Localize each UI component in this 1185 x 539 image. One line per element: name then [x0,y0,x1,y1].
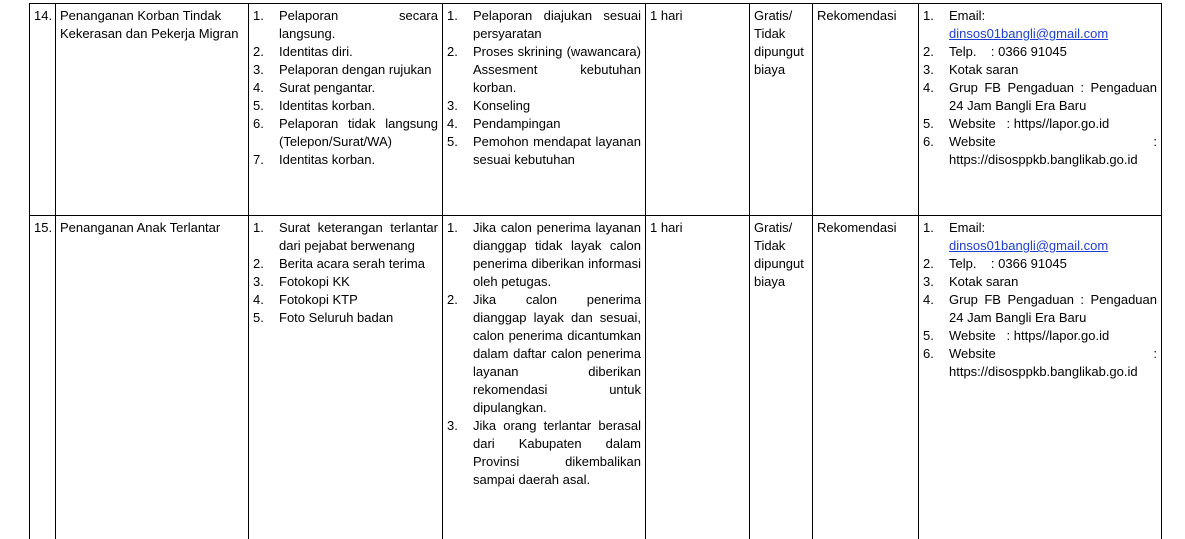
cost-cell: Gratis/ Tidak dipungut biaya [750,216,813,539]
list-item: 4. Surat pengantar. [253,79,438,97]
list-item: 3. Kotak saran [923,273,1157,291]
list-item: 6. Pelaporan tidak langsung (Telepon/Surat/WA) [253,115,438,151]
list-item: 1. Pelaporan diajukan sesuai persyaratan [447,7,641,43]
row-number: 14. [30,4,56,216]
list-item: 2. Proses skrining (wawancara) Assesment kebutuhan korban. [447,43,641,97]
email-label: Email: [949,220,985,235]
list-item: 3. Jika orang terlantar berasal dari Kabupaten dalam Provinsi dikembalikan sampai daerah asal. [447,417,641,489]
contact-list [923,219,1157,381]
list-item: 5. Pemohon mendapat layanan sesuai kebutuhan [447,133,641,169]
product-cell: Rekomendasi [813,4,919,216]
list-item: 5. Website : https//lapor.go.id [923,115,1157,133]
list-item: 1. Surat keterangan terlantar dari pejabat berwenang [253,219,438,255]
contact-list [923,7,1157,169]
procedure-list [447,7,641,169]
list-item: 1. Email: dinsos01bangli@gmail.com [923,7,1157,43]
list-item: 2. Telp. : 0366 91045 [923,43,1157,61]
list-item: 3. Kotak saran [923,61,1157,79]
list-item: 4. Pendampingan [447,115,641,133]
service-name: Penanganan Anak Terlantar [56,216,249,539]
contact-cell [919,4,1162,216]
requirements-cell [249,4,443,216]
list-item: 2. Telp. : 0366 91045 [923,255,1157,273]
list-item: 6. Website : https://disosppkb.banglikab.go.id [923,345,1157,381]
service-name: Penanganan Korban Tindak Kekerasan dan Pekerja Migran [56,4,249,216]
table-row [30,4,1162,216]
product-cell: Rekomendasi [813,216,919,539]
table-row [30,216,1162,539]
list-item: 3. Pelaporan dengan rujukan [253,61,438,79]
contact-cell [919,216,1162,539]
row-number: 15. [30,216,56,539]
list-item: 5. Identitas korban. [253,97,438,115]
list-item: 3. Konseling [447,97,641,115]
procedure-list [447,219,641,489]
time-cell: 1 hari [646,216,750,539]
time-cell: 1 hari [646,4,750,216]
list-item: 2. Jika calon penerima dianggap layak dan sesuai, calon penerima dicantumkan dalam daftar calon penerima layanan diberikan rekomendasi untuk dipulangkan. [447,291,641,417]
list-item: 4. Fotokopi KTP [253,291,438,309]
list-item: 1. Pelaporan secara langsung. [253,7,438,43]
requirements-cell [249,216,443,539]
list-item: 2. Berita acara serah terima [253,255,438,273]
requirements-list [253,7,438,169]
list-item: 5. Website : https//lapor.go.id [923,327,1157,345]
list-item: 7. Identitas korban. [253,151,438,169]
procedure-cell [443,216,646,539]
email-label: Email: [949,8,985,23]
email-link[interactable]: dinsos01bangli@gmail.com [949,26,1108,41]
list-item: 1. Jika calon penerima layanan dianggap tidak layak calon penerima diberikan informasi oleh petugas. [447,219,641,291]
list-item: 6. Website : https://disosppkb.banglikab.go.id [923,133,1157,169]
list-item: 2. Identitas diri. [253,43,438,61]
service-table [29,3,1162,539]
list-item: 5. Foto Seluruh badan [253,309,438,327]
list-item: 3. Fotokopi KK [253,273,438,291]
list-item: 4. Grup FB Pengaduan : Pengaduan 24 Jam Bangli Era Baru [923,79,1157,115]
procedure-cell [443,4,646,216]
requirements-list [253,219,438,327]
list-item: 1. Email: dinsos01bangli@gmail.com [923,219,1157,255]
cost-cell: Gratis/ Tidak dipungut biaya [750,4,813,216]
email-link[interactable]: dinsos01bangli@gmail.com [949,238,1108,253]
list-item: 4. Grup FB Pengaduan : Pengaduan 24 Jam Bangli Era Baru [923,291,1157,327]
